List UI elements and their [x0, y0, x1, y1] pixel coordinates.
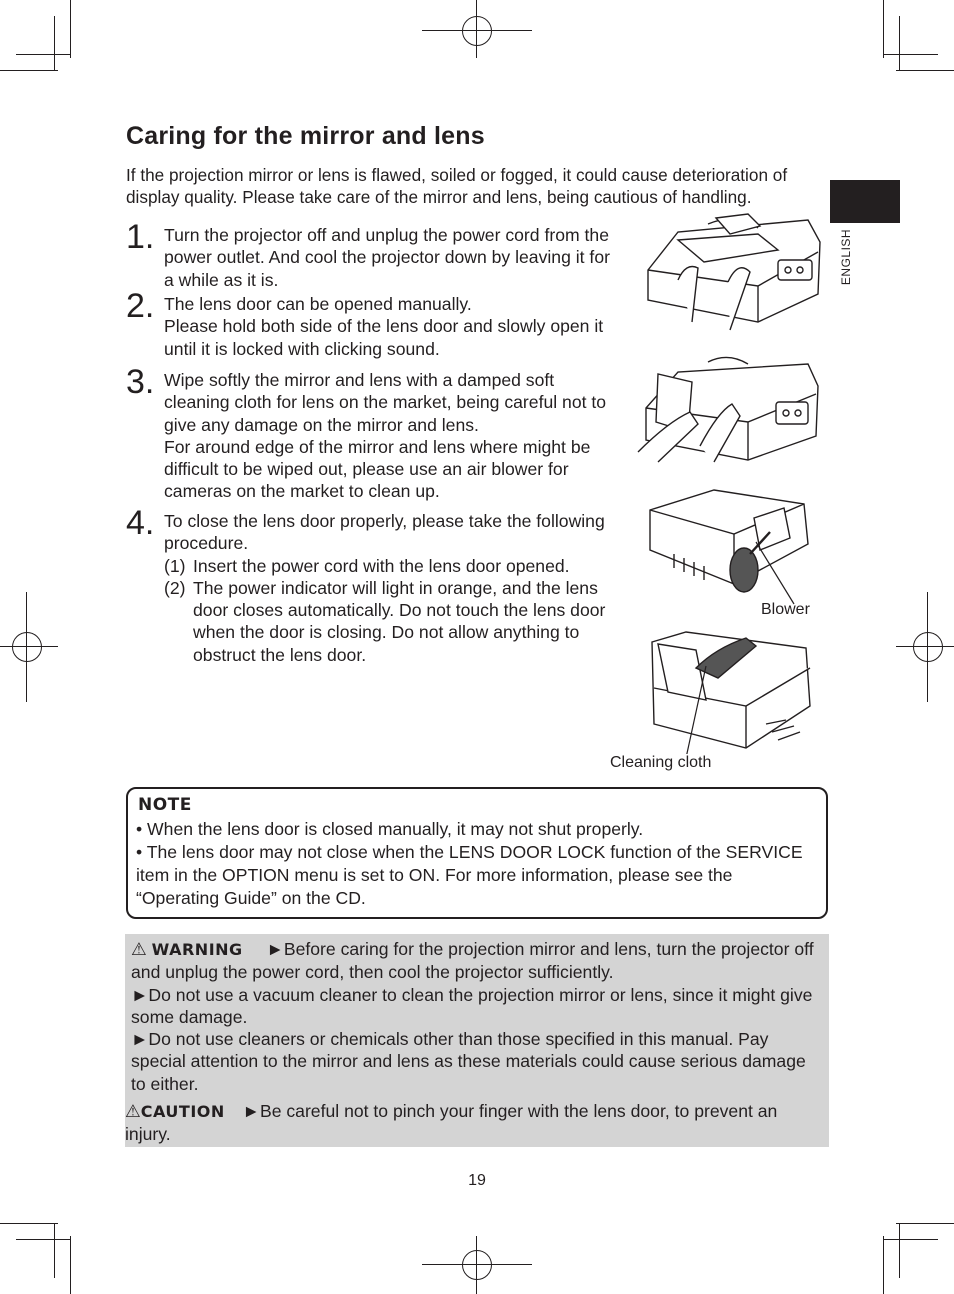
step-number: 2.	[126, 287, 155, 325]
step-number: 4.	[126, 504, 155, 542]
step-text: Turn the projector off and unplug the power cord from the power outlet. And cool the projector down by leaving it for a while as it is.	[164, 225, 610, 290]
sub-step-label: (2)	[164, 577, 186, 598]
note-item: • The lens door may not close when the LENS DOOR LOCK function of the SERVICE item in the OPTION menu is set to ON. For more information, please see the “Operating Guide” on the CD.	[136, 842, 803, 908]
page-title: Caring for the mirror and lens	[126, 122, 485, 150]
sub-step-2	[164, 577, 614, 666]
step-text: The lens door can be opened manually.	[164, 294, 472, 314]
caution-badge: CAUTION	[140, 1102, 225, 1121]
step-text: Wipe softly the mirror and lens with a damped soft cleaning cloth for lens on the market, being careful not to give any damage on the mirror and lens.	[164, 370, 607, 435]
caution-text: ►Be careful not to pinch your finger with the lens door, to prevent an injury.	[125, 1101, 778, 1145]
projector-blower-illustration	[644, 484, 814, 606]
warning-text: ►Do not use cleaners or chemicals other than those specified in this manual. Pay special attention to the mirror and lens as these materials could cause serious damage to either.	[131, 1029, 806, 1094]
sub-step-label: (1)	[164, 555, 186, 576]
blower-caption: Blower	[761, 601, 810, 618]
projector-wipe-illustration	[628, 352, 824, 464]
warning-text: ►Before caring for the projection mirror and lens, turn the projector off and unplug the power cord, then cool the projector sufficiently.	[131, 939, 814, 983]
warning-icon: ⚠	[131, 939, 147, 959]
caution-icon: ⚠	[125, 1101, 141, 1121]
language-tab	[830, 180, 900, 223]
step-text: To close the lens door properly, please take the following procedure.	[164, 511, 605, 554]
warning-badge: WARNING	[151, 940, 243, 959]
step-text: For around edge of the mirror and lens where might be difficult to be wiped out, please use an air blower for cameras on the market to clean up.	[164, 436, 591, 502]
note-box	[126, 787, 828, 919]
step-text: Please hold both side of the lens door and slowly open it until it is locked with clicking sound.	[164, 316, 604, 359]
note-title: NOTE	[138, 795, 192, 815]
step-number: 1.	[126, 218, 155, 256]
projector-open-door-illustration	[638, 212, 824, 338]
warning-box	[125, 934, 829, 1147]
sub-step-text: The power indicator will light in orange, and the lens door closes automatically. Do not touch the lens door when the door is closing. Do not allow anything to obstruct the lens door.	[193, 577, 606, 665]
intro-paragraph: If the projection mirror or lens is flawed, soiled or fogged, it could cause deterioration of display quality. Please take care of the mirror and lens, being cautious of handling.	[126, 165, 788, 207]
note-item: • When the lens door is closed manually, it may not shut properly.	[136, 819, 644, 839]
page-number: 19	[468, 1172, 486, 1189]
cleaning-cloth-caption: Cleaning cloth	[610, 754, 712, 771]
language-label: ENGLISH	[839, 228, 853, 286]
step-number: 3.	[126, 363, 155, 401]
projector-cloth-illustration	[646, 628, 816, 754]
sub-step-1	[164, 555, 614, 577]
warning-text: ►Do not use a vacuum cleaner to clean the projection mirror or lens, since it might give some damage.	[131, 984, 813, 1027]
sub-step-text: Insert the power cord with the lens door opened.	[193, 555, 570, 576]
